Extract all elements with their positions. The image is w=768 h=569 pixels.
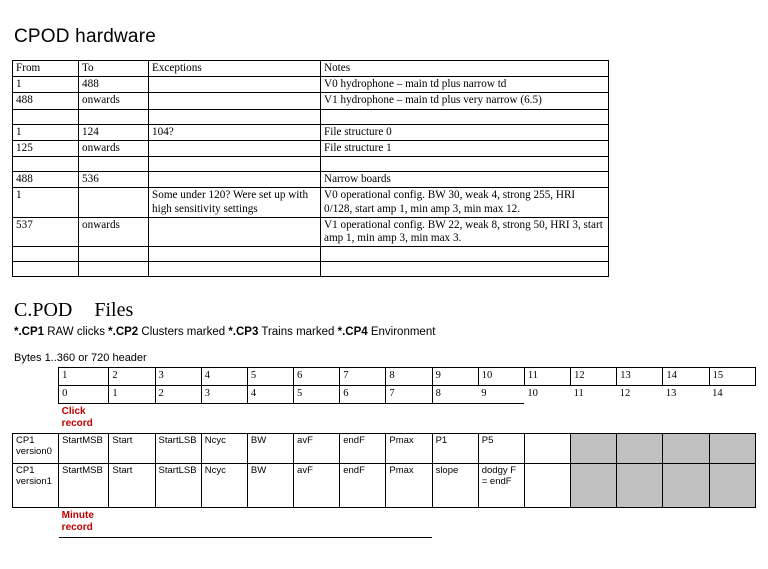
field-cell: endF [340,434,386,464]
byte-number: 6 [294,368,340,386]
field-cell-empty [524,434,570,464]
byte-number: 2 [109,368,155,386]
field-cell-unused [663,464,709,508]
byte-number: 5 [247,368,293,386]
cell-exceptions [149,77,321,93]
cell-notes [321,109,609,124]
byte-number: 10 [478,368,524,386]
field-cell: BW [247,434,293,464]
cell-from: 537 [13,217,79,246]
cell-to [79,262,149,277]
files-heading-main: C.POD [14,299,73,322]
cell-from: 1 [13,77,79,93]
field-cell: avF [294,434,340,464]
table-row [13,188,609,217]
row-label-empty [13,508,59,538]
spacer-cell [155,404,201,434]
byte-number: 12 [571,368,617,386]
file-ext-cp4-desc: Environment [367,326,436,339]
byte-offset: 9 [478,386,524,404]
table-row [13,77,609,93]
file-ext-cp2: *.CP2 [108,326,139,339]
byte-offset: 11 [573,388,584,400]
cell-notes [321,157,609,172]
row-label-cp1-version1: CP1 version1 [13,464,59,508]
spacer-cell [709,508,755,538]
cell-to [79,109,149,124]
spacer-cell [478,508,524,538]
byte-number: 4 [201,368,247,386]
cell-exceptions [149,109,321,124]
cp1-version1-row [13,464,756,508]
field-cell: endF [340,464,386,508]
spacer-cell [109,508,155,538]
byte-number-row [13,368,756,386]
cell-notes: V1 operational config. BW 22, weak 8, strong 50, HRI 3, start amp 1, min amp 3, min max 3. [321,217,609,246]
cell-from [13,247,79,262]
field-cell: P1 [432,434,478,464]
byte-number: 8 [386,368,432,386]
byte-offset: 0 [59,386,109,404]
cell-exceptions [149,140,321,156]
byte-offset: 4 [247,386,293,404]
file-ext-cp4: *.CP4 [337,326,368,339]
byte-offset: 1 [109,386,155,404]
spacer-cell [432,404,478,434]
byte-offset: 12 [619,388,631,400]
cell-exceptions [149,217,321,246]
cell-from [13,109,79,124]
spacer-cell [201,508,247,538]
byte-number: 1 [59,368,109,386]
spacer-cell [247,508,293,538]
file-ext-cp3-desc: Trains marked [258,326,338,339]
row-label-empty [13,386,59,404]
click-record-row [13,404,756,434]
byte-offset: 14 [712,388,723,400]
field-cell-unused [571,434,617,464]
byte-number: 7 [340,368,386,386]
spacer-cell [617,404,663,434]
row-label-empty [13,368,59,386]
spacer-cell [524,508,570,538]
cell-from [13,157,79,172]
field-cell: StartMSB [59,464,109,508]
minute-record-label: Minute record [59,508,109,538]
file-ext-cp1-desc: RAW clicks [44,326,109,339]
table-row [13,262,609,277]
page-title: CPOD hardware [14,26,156,47]
cell-from: 488 [13,93,79,109]
table-row [13,93,609,109]
row-label-cp1-version0: CP1 version0 [13,434,59,464]
file-ext-cp3: *.CP3 [228,326,259,339]
field-cell: Ncyc [201,464,247,508]
spacer-cell [155,508,201,538]
byte-offset: 7 [386,386,432,404]
byte-number: 13 [617,368,663,386]
cell-to: onwards [79,140,149,156]
cell-from: 125 [13,140,79,156]
files-subtitle [14,326,756,338]
spacer-cell [247,404,293,434]
byte-offset: 3 [201,386,247,404]
document-page [0,26,768,569]
byte-offset: 6 [340,386,386,404]
cell-exceptions: 104? [149,124,321,140]
spacer-cell [617,508,663,538]
field-cell: Pmax [386,434,432,464]
column-header-from: From [13,61,79,77]
cell-notes [321,262,609,277]
spacer-cell [294,404,340,434]
spacer-cell [201,404,247,434]
cell-from [13,262,79,277]
byte-offset: 13 [665,388,677,400]
byte-number: 14 [663,368,709,386]
table-header-row [13,61,609,77]
files-heading [14,299,756,322]
spacer-cell [478,404,524,434]
byte-offset-row [13,386,756,404]
cell-exceptions [149,93,321,109]
table-row [13,157,609,172]
spacer-cell [386,404,432,434]
spacer-cell [524,404,570,434]
field-cell-unused [709,434,755,464]
field-cell: StartMSB [59,434,109,464]
file-ext-cp2-desc: Clusters marked [138,326,229,339]
spacer-cell [340,404,386,434]
byte-number: 11 [524,368,570,386]
cell-notes: V1 hydrophone – main td plus very narrow (6.5) [321,93,609,109]
byte-offset: 5 [294,386,340,404]
field-cell: Ncyc [201,434,247,464]
table-row [13,217,609,246]
field-cell: StartLSB [155,434,201,464]
cell-notes [321,247,609,262]
cell-to: 488 [79,77,149,93]
click-record-label: Click record [61,406,93,429]
spacer-cell [432,508,478,538]
bytes-structure-table [12,367,756,538]
column-header-to: To [79,61,149,77]
cell-to: 536 [79,172,149,188]
field-cell-unused [571,464,617,508]
spacer-cell [294,508,340,538]
field-cell: slope [432,464,478,508]
byte-offset: 8 [432,386,478,404]
field-cell: avF [294,464,340,508]
column-header-notes: Notes [321,61,609,77]
cell-exceptions [149,247,321,262]
cell-notes: V0 hydrophone – main td plus narrow td [321,77,609,93]
byte-number: 9 [432,368,478,386]
byte-offset: 10 [527,388,538,400]
spacer-cell [571,508,617,538]
cell-from: 1 [13,124,79,140]
spacer-cell [109,404,155,434]
cell-notes: V0 operational config. BW 30, weak 4, strong 255, HRI 0/128, start amp 1, min amp 3, min max 12. [321,188,609,217]
cell-exceptions [149,172,321,188]
field-cell: BW [247,464,293,508]
field-cell: P5 [478,434,524,464]
cell-notes: Narrow boards [321,172,609,188]
byte-number: 3 [155,368,201,386]
cell-to [79,247,149,262]
table-row [13,109,609,124]
spacer-cell [709,404,755,434]
field-cell: Start [109,434,155,464]
table-row [13,124,609,140]
spacer-cell [663,508,709,538]
hardware-table [12,60,609,277]
files-heading-secondary: Files [94,299,134,322]
cell-to: 124 [79,124,149,140]
cell-to [79,157,149,172]
field-cell-unused [663,434,709,464]
minute-record-row [13,508,756,538]
cell-exceptions [149,157,321,172]
cell-to: onwards [79,93,149,109]
bytes-header-label: Bytes 1..360 or 720 header [14,352,147,365]
byte-number: 15 [709,368,755,386]
file-ext-cp1: *.CP1 [14,326,45,339]
cell-from: 1 [13,188,79,217]
cell-exceptions [149,262,321,277]
spacer-cell [663,404,709,434]
field-cell: Pmax [386,464,432,508]
table-row [13,140,609,156]
cell-to [79,188,149,217]
field-cell-unused [617,434,663,464]
spacer-cell [571,404,617,434]
spacer-cell [340,508,386,538]
field-cell-unused [709,464,755,508]
field-cell: dodgy F = endF [478,464,524,508]
table-row [13,247,609,262]
cell-notes: File structure 0 [321,124,609,140]
row-label-empty [13,404,59,434]
field-cell-empty [524,464,570,508]
column-header-exceptions: Exceptions [149,61,321,77]
cell-exceptions: Some under 120? Were set up with high sensitivity settings [149,188,321,217]
cell-to: onwards [79,217,149,246]
field-cell: Start [109,464,155,508]
table-row [13,172,609,188]
byte-offset: 2 [155,386,201,404]
cell-from: 488 [13,172,79,188]
field-cell-unused [617,464,663,508]
field-cell: StartLSB [155,464,201,508]
cell-notes: File structure 1 [321,140,609,156]
cp1-version0-row [13,434,756,464]
spacer-cell [386,508,432,538]
